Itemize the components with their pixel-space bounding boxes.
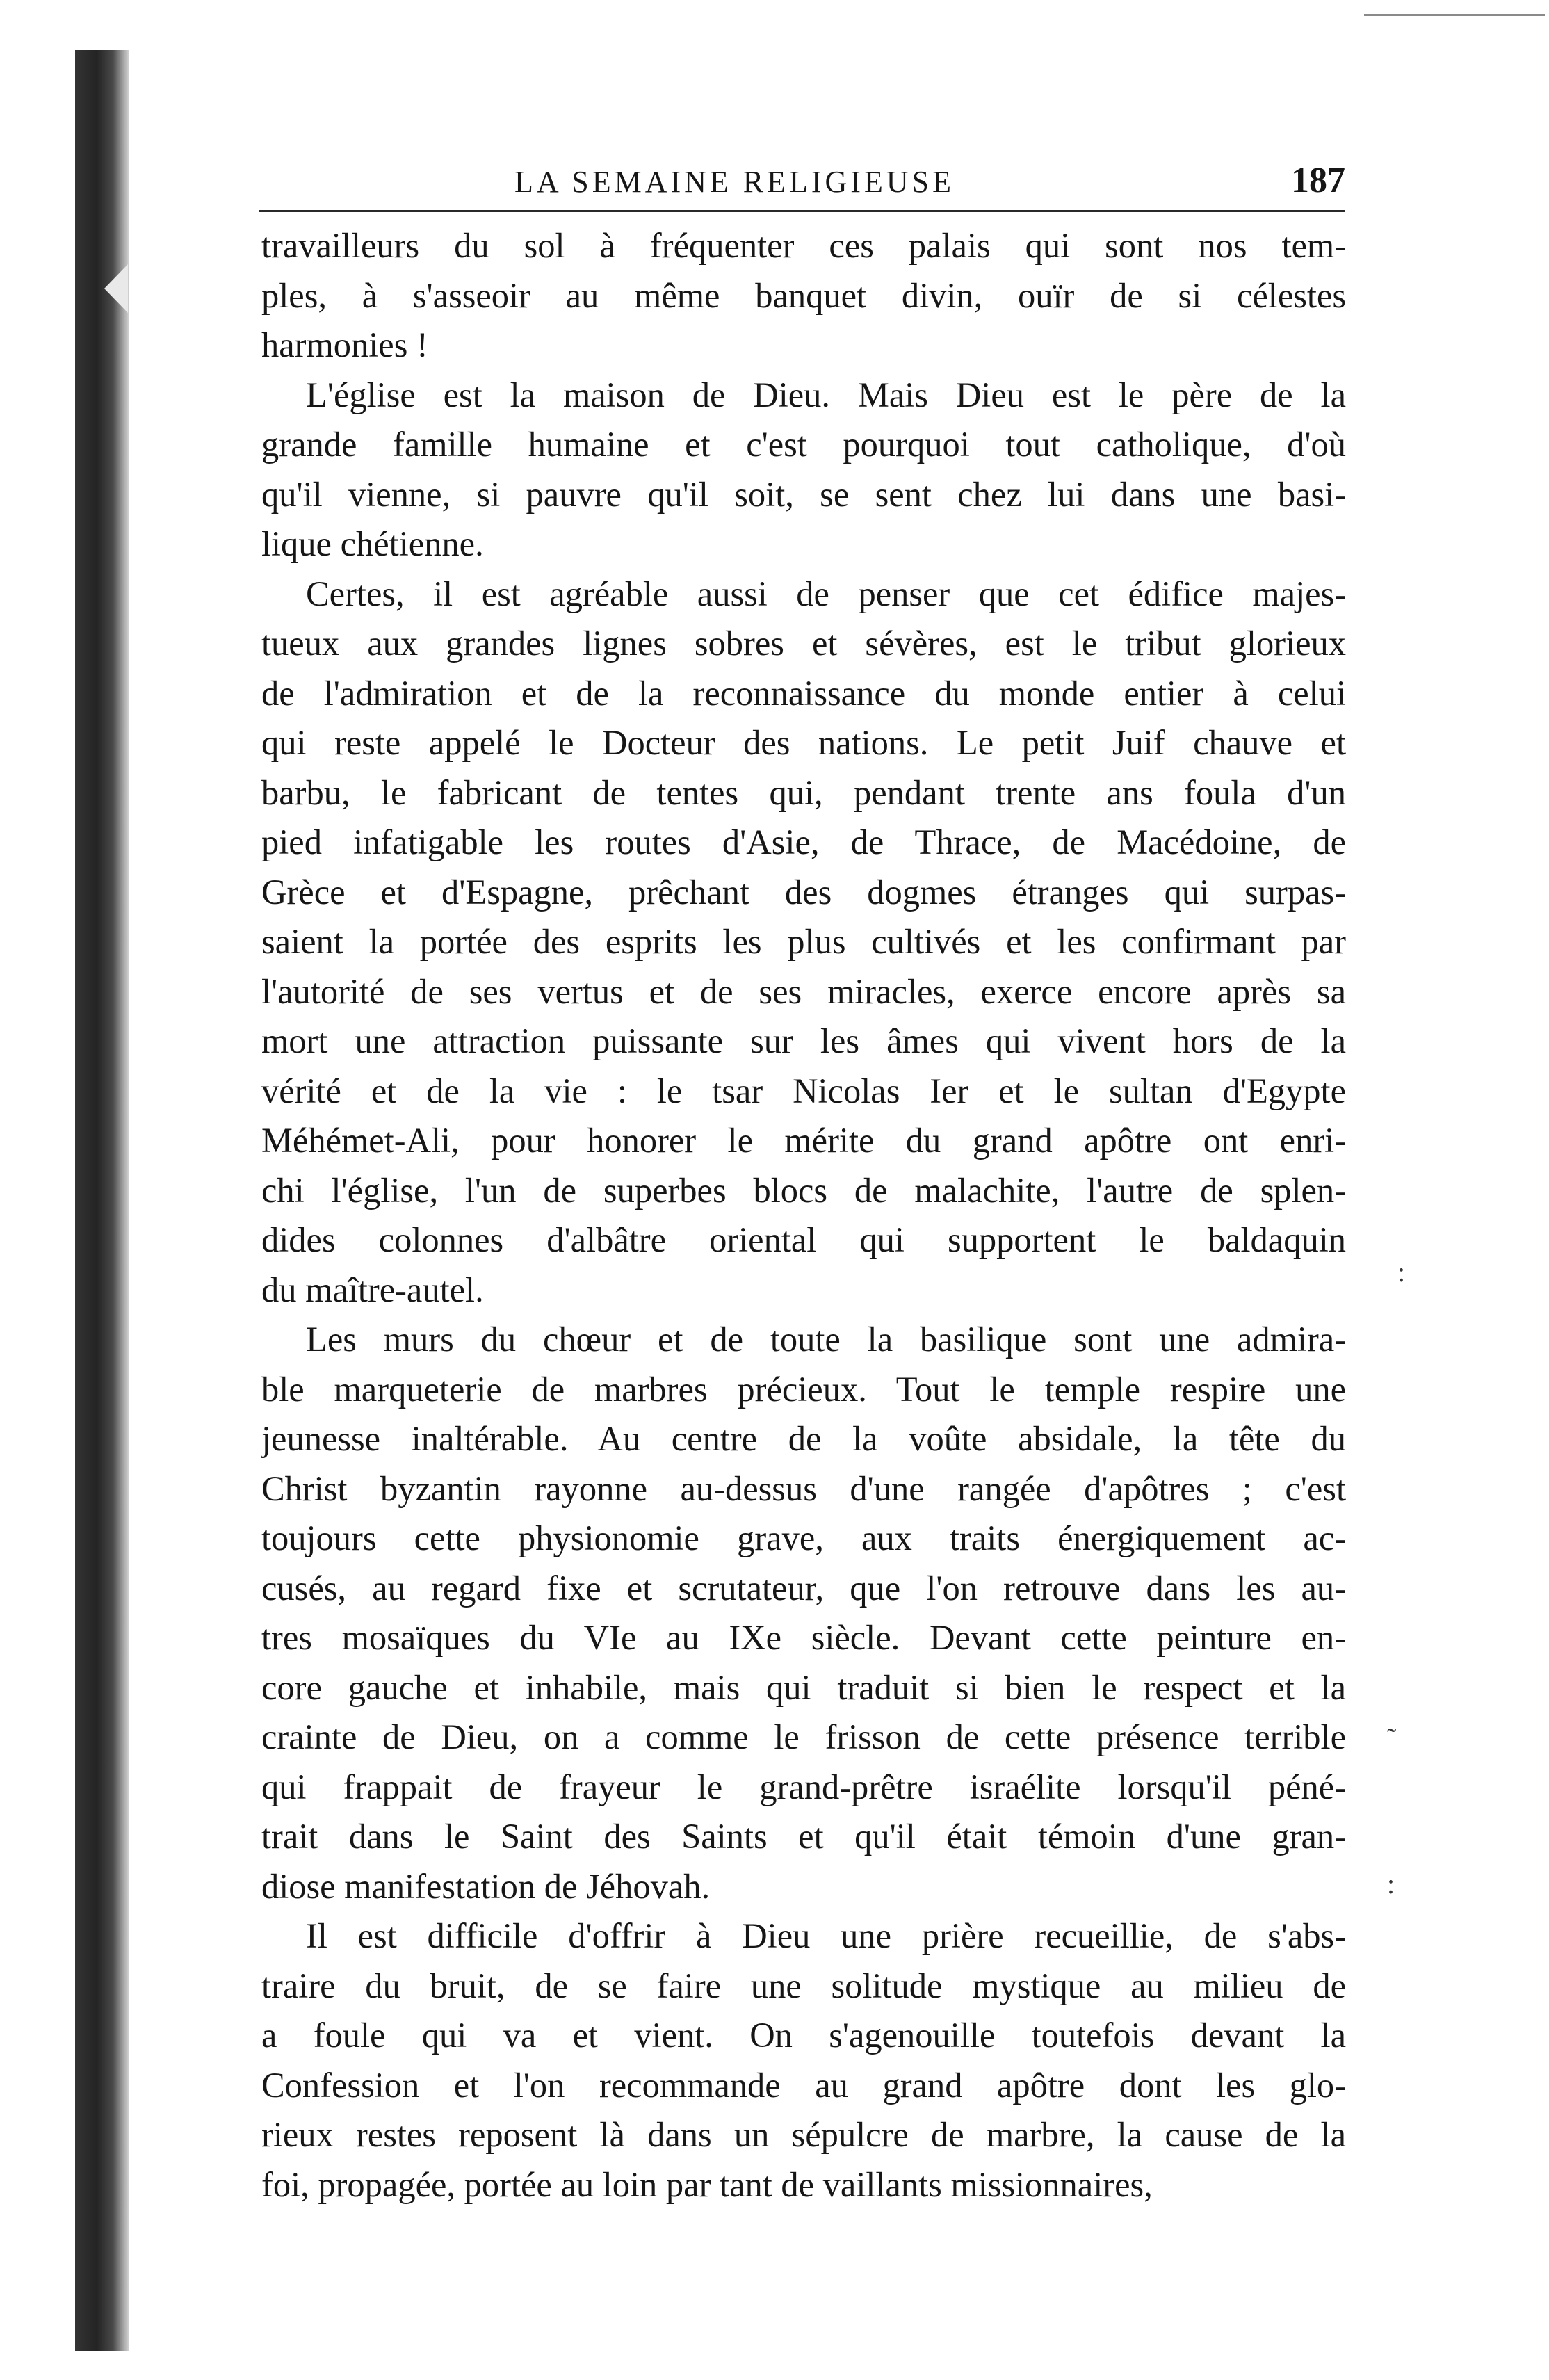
text-line: pied infatigable les routes d'Asie, de Thrace, de Macédoine, de <box>261 823 1346 861</box>
page-number: 187 <box>1291 161 1345 200</box>
running-header <box>257 161 1345 213</box>
binding-edge-shadow <box>75 50 129 2351</box>
text-line: trait dans le Saint des Saints et qu'il était témoin d'une gran- <box>261 1817 1346 1856</box>
text-line: qui frappait de frayeur le grand-prêtre israélite lorsqu'il péné- <box>261 1767 1346 1806</box>
text-line: toujours cette physionomie grave, aux traits énergiquement ac- <box>261 1519 1346 1557</box>
text-line: jeunesse inaltérable. Au centre de la voûte absidale, la tête du <box>261 1419 1346 1458</box>
text-line: Méhémet-Ali, pour honorer le mérite du grand apôtre ont enri- <box>261 1121 1346 1160</box>
text-line: ble marqueterie de marbres précieux. Tout le temple respire une <box>261 1369 1346 1409</box>
body-text <box>261 221 1346 2210</box>
text-line: tres mosaïques du VIe au IXe siècle. Devant cette peinture en- <box>261 1618 1346 1657</box>
text-line: Christ byzantin rayonne au-dessus d'une rangée d'apôtres ; c'est <box>261 1468 1346 1508</box>
scan-corner-line <box>1364 14 1545 16</box>
margin-speck: : <box>1387 1868 1395 1900</box>
paragraph <box>261 371 1346 569</box>
margin-speck: ˜ <box>1387 1722 1397 1754</box>
text-line: lique chétienne. <box>261 524 484 563</box>
running-title: LA SEMAINE RELIGIEUSE <box>514 165 955 199</box>
text-line: harmonies ! <box>261 325 428 364</box>
text-line: L'église est la maison de Dieu. Mais Dieu est le père de la <box>306 375 1346 414</box>
paragraph <box>261 1911 1346 2210</box>
text-line: Grèce et d'Espagne, prêchant des dogmes étranges qui surpas- <box>261 872 1346 912</box>
paragraph <box>261 221 1346 371</box>
text-line: mort une attraction puissante sur les âmes qui vivent hors de la <box>261 1021 1346 1060</box>
text-line: l'autorité de ses vertus et de ses miracles, exerce encore après sa <box>261 971 1346 1011</box>
text-line: a foule qui va et vient. On s'agenouille toutefois devant la <box>261 2016 1346 2055</box>
text-line: tueux aux grandes lignes sobres et sévères, est le tribut glorieux <box>261 624 1346 663</box>
text-line: travailleurs du sol à fréquenter ces palais qui sont nos tem- <box>261 226 1346 265</box>
text-line: traire du bruit, de se faire une solitude mystique au milieu de <box>261 1966 1346 2005</box>
text-line: barbu, le fabricant de tentes qui, pendant trente ans foula d'un <box>261 772 1346 812</box>
text-line: Les murs du chœur et de toute la basilique sont une admira- <box>306 1320 1346 1359</box>
text-line: ples, à s'asseoir au même banquet divin, ouïr de si célestes <box>261 275 1346 315</box>
text-line: Certes, il est agréable aussi de penser que cet édifice majes- <box>306 574 1346 613</box>
text-line: foi, propagée, portée au loin par tant de vaillants missionnaires, <box>261 2164 1153 2204</box>
paragraph <box>261 569 1346 1316</box>
text-line: dides colonnes d'albâtre oriental qui supportent le baldaquin <box>261 1220 1346 1259</box>
margin-speck: : <box>1397 1256 1406 1288</box>
text-line: rieux restes reposent là dans un sépulcre de marbre, la cause de la <box>261 2115 1346 2154</box>
paragraph <box>261 1315 1346 1911</box>
text-line: qui reste appelé le Docteur des nations. Le petit Juif chauve et <box>261 723 1346 762</box>
text-line: grande famille humaine et c'est pourquoi tout catholique, d'où <box>261 425 1346 464</box>
text-line: saient la portée des esprits les plus cultivés et les confirmant par <box>261 922 1346 961</box>
text-line: qu'il vienne, si pauvre qu'il soit, se sent chez lui dans une basi- <box>261 474 1346 514</box>
text-line: crainte de Dieu, on a comme le frisson de cette présence terrible <box>261 1717 1346 1756</box>
text-line: Il est difficile d'offrir à Dieu une prière recueillie, de s'abs- <box>306 1916 1346 1955</box>
text-line: core gauche et inhabile, mais qui traduit si bien le respect et la <box>261 1667 1346 1707</box>
text-line: du maître-autel. <box>261 1270 484 1309</box>
text-line: diose manifestation de Jéhovah. <box>261 1866 711 1906</box>
text-line: vérité et de la vie : le tsar Nicolas Ier et le sultan d'Egypte <box>261 1071 1346 1110</box>
text-line: cusés, au regard fixe et scrutateur, que l'on retrouve dans les au- <box>261 1568 1346 1608</box>
text-line: Confession et l'on recommande au grand apôtre dont les glo- <box>261 2065 1346 2105</box>
header-rule <box>259 210 1345 212</box>
text-line: de l'admiration et de la reconnaissance du monde entier à celui <box>261 673 1346 713</box>
text-line: chi l'église, l'un de superbes blocs de malachite, l'autre de splen- <box>261 1170 1346 1210</box>
